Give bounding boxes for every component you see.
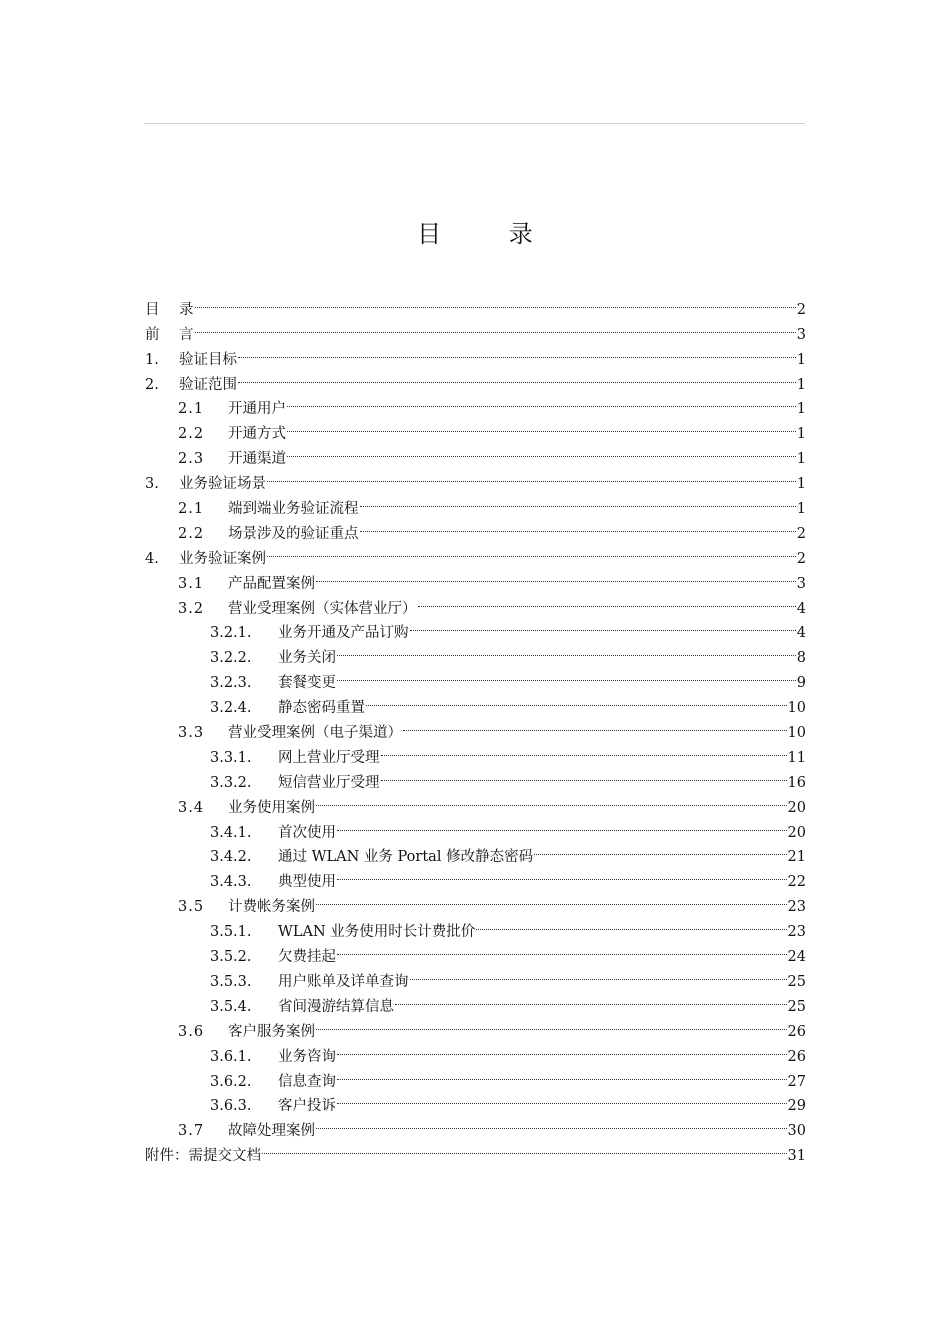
- toc-entry-page: 31: [787, 1148, 806, 1165]
- toc-entry-number: 3.6.3.: [210, 1098, 252, 1115]
- toc-entry-number: 3.3.1.: [210, 749, 252, 766]
- toc-leader-dots: [316, 1011, 787, 1036]
- toc-entry-page: 11: [787, 749, 806, 766]
- toc-entry-label: 产品配置案例: [228, 575, 315, 592]
- toc-entry-number: 2.: [145, 376, 159, 393]
- toc-entry-page: 4: [796, 600, 806, 617]
- toc-entry-label: 静态密码重置: [278, 700, 365, 717]
- toc-entry-page: 10: [787, 725, 806, 742]
- toc-entry-label: 业务关闭: [278, 650, 336, 667]
- toc-entry-number: 4.: [145, 550, 159, 567]
- toc-entry-label: 通过 WLAN 业务 Portal 修改静态密码: [278, 849, 534, 866]
- toc-entry-number: 3.6: [178, 1023, 205, 1040]
- toc-entry[interactable]: [145, 339, 806, 368]
- toc-entry-number: 2.1: [178, 501, 205, 518]
- toc-leader-dots: [410, 613, 796, 638]
- toc-entry-number: 3.2.1.: [210, 625, 252, 642]
- toc-leader-dots: [337, 936, 787, 961]
- toc-entry-label: 故障处理案例: [228, 1123, 315, 1140]
- toc-entry-label: WLAN 业务使用时长计费批价: [278, 924, 476, 941]
- page-title: 目 录: [417, 220, 563, 249]
- toc-entry-label: 营业受理案例（电子渠道）: [228, 725, 402, 742]
- toc-entry-page: 25: [787, 998, 806, 1015]
- toc-leader-dots: [476, 911, 786, 936]
- toc-entry-page: 20: [787, 799, 806, 816]
- toc-entry-label: 言: [179, 326, 194, 343]
- toc-entry-label: 首次使用: [278, 824, 336, 841]
- toc-entry-label: 验证目标: [179, 351, 237, 368]
- toc-entry-page: 23: [787, 924, 806, 941]
- toc-entry-label: 短信营业厅受理: [278, 774, 380, 791]
- toc-entry-label: 套餐变更: [278, 675, 336, 692]
- toc-entry-label: 录: [179, 301, 194, 318]
- toc-entry-page: 1: [796, 351, 806, 368]
- toc-entry-label: 业务验证案例: [179, 550, 266, 567]
- toc-leader-dots: [410, 961, 787, 986]
- toc-entry-page: 8: [796, 650, 806, 667]
- toc-entry-page: 2: [796, 550, 806, 567]
- toc-entry-label: 验证范围: [179, 376, 237, 393]
- toc-entry-label: 开通渠道: [228, 451, 286, 468]
- toc-entry-number: 3.1: [178, 575, 205, 592]
- toc-entry-page: 1: [796, 501, 806, 518]
- toc-entry-label: 客户服务案例: [228, 1023, 315, 1040]
- toc-entry-label: 开通用户: [228, 401, 286, 418]
- toc-entry-page: 16: [787, 774, 806, 791]
- toc-leader-dots: [287, 413, 796, 438]
- toc-entry-number: 2.3: [178, 451, 205, 468]
- toc-leader-dots: [403, 712, 787, 737]
- toc-entry-number: 3.4: [178, 799, 205, 816]
- toc-entry-page: 1: [796, 426, 806, 443]
- toc-entry-label: 附件：需提交文档: [145, 1148, 261, 1165]
- toc-entry-page: 26: [787, 1023, 806, 1040]
- toc-entry-page: 1: [796, 376, 806, 393]
- toc-entry-number: 3.4.3.: [210, 874, 252, 891]
- toc-entry-number: 3.4.1.: [210, 824, 252, 841]
- toc-entry-label: 业务开通及产品订购: [278, 625, 409, 642]
- toc-leader-dots: [195, 314, 796, 339]
- toc-entry-label: 营业受理案例（实体营业厅）: [228, 600, 417, 617]
- toc-entry-label: 省间漫游结算信息: [278, 998, 394, 1015]
- toc-entry-page: 10: [787, 700, 806, 717]
- toc-entry-number: 3.2.2.: [210, 650, 252, 667]
- toc-leader-dots: [337, 1086, 787, 1111]
- toc-entry-page: 1: [796, 476, 806, 493]
- toc-leader-dots: [287, 438, 796, 463]
- toc-entry-label: 客户投诉: [278, 1098, 336, 1115]
- toc-entry-number: 3.5.4.: [210, 998, 252, 1015]
- table-of-contents: [145, 289, 806, 1165]
- toc-entry-label: 业务咨询: [278, 1048, 336, 1065]
- toc-entry-page: 24: [787, 949, 806, 966]
- toc-entry-page: 3: [796, 326, 806, 343]
- toc-leader-dots: [337, 812, 787, 837]
- toc-leader-dots: [262, 1135, 787, 1160]
- toc-entry-page: 20: [787, 824, 806, 841]
- toc-leader-dots: [287, 389, 796, 414]
- toc-leader-dots: [316, 563, 796, 588]
- toc-leader-dots: [267, 538, 796, 563]
- toc-entry[interactable]: [145, 314, 806, 343]
- toc-entry-number: 3.6.2.: [210, 1073, 252, 1090]
- toc-entry-number: 2.2: [178, 525, 205, 542]
- toc-entry-page: 1: [796, 451, 806, 468]
- toc-leader-dots: [534, 837, 786, 862]
- toc-entry-number: 3.4.2.: [210, 849, 252, 866]
- toc-entry-number: 3.7: [178, 1123, 205, 1140]
- toc-entry-label: 典型使用: [278, 874, 336, 891]
- toc-entry-number: 3.3: [178, 725, 205, 742]
- toc-entry-number: 3.3.2.: [210, 774, 252, 791]
- toc-leader-dots: [360, 488, 796, 513]
- toc-leader-dots: [366, 687, 787, 712]
- toc-entry-page: 30: [787, 1123, 806, 1140]
- toc-entry-page: 26: [787, 1048, 806, 1065]
- toc-entry-number: 3.5: [178, 899, 205, 916]
- toc-entry[interactable]: [145, 389, 806, 418]
- toc-entry-number: 3.2: [178, 600, 205, 617]
- toc-leader-dots: [316, 787, 787, 812]
- toc-leader-dots: [360, 513, 796, 538]
- toc-entry-number: 目: [145, 301, 160, 318]
- toc-entry-page: 2: [796, 301, 806, 318]
- toc-entry-page: 21: [787, 849, 806, 866]
- toc-entry-number: 3.5.3.: [210, 973, 252, 990]
- toc-entry-number: 3.: [145, 476, 159, 493]
- toc-leader-dots: [337, 662, 796, 687]
- toc-leader-dots: [337, 1036, 787, 1061]
- toc-entry-number: 2.2: [178, 426, 205, 443]
- toc-entry-page: 2: [796, 525, 806, 542]
- toc-entry-number: 前: [145, 326, 160, 343]
- toc-leader-dots: [238, 364, 796, 389]
- toc-leader-dots: [418, 588, 796, 613]
- toc-leader-dots: [381, 762, 787, 787]
- toc-entry-label: 欠费挂起: [278, 949, 336, 966]
- toc-entry-page: 4: [796, 625, 806, 642]
- toc-entry-page: 9: [796, 675, 806, 692]
- toc-entry[interactable]: [145, 364, 806, 393]
- toc-leader-dots: [195, 289, 796, 314]
- toc-entry-number: 3.5.2.: [210, 949, 252, 966]
- toc-leader-dots: [316, 1110, 787, 1135]
- toc-entry-label: 信息查询: [278, 1073, 336, 1090]
- toc-entry-number: 2.1: [178, 401, 205, 418]
- toc-entry-page: 22: [787, 874, 806, 891]
- toc-leader-dots: [316, 886, 787, 911]
- toc-entry-number: 3.6.1.: [210, 1048, 252, 1065]
- toc-entry-number: 3.2.3.: [210, 675, 252, 692]
- toc-entry-page: 1: [796, 401, 806, 418]
- toc-leader-dots: [337, 637, 796, 662]
- toc-entry-page: 27: [787, 1073, 806, 1090]
- toc-entry-label: 场景涉及的验证重点: [228, 525, 359, 542]
- toc-entry-label: 业务验证场景: [179, 476, 266, 493]
- toc-entry-label: 网上营业厅受理: [278, 749, 380, 766]
- toc-entry-number: 3.2.4.: [210, 700, 252, 717]
- toc-entry-page: 25: [787, 973, 806, 990]
- toc-leader-dots: [381, 737, 787, 762]
- toc-entry-page: 3: [796, 575, 806, 592]
- toc-leader-dots: [238, 339, 796, 364]
- toc-entry-label: 开通方式: [228, 426, 286, 443]
- toc-entry-label: 计费帐务案例: [228, 899, 315, 916]
- toc-entry-label: 端到端业务验证流程: [228, 501, 359, 518]
- toc-leader-dots: [267, 463, 796, 488]
- toc-entry-page: 29: [787, 1098, 806, 1115]
- toc-leader-dots: [337, 861, 787, 886]
- toc-entry-page: 23: [787, 899, 806, 916]
- toc-entry-label: 用户账单及详单查询: [278, 973, 409, 990]
- toc-leader-dots: [395, 986, 787, 1011]
- toc-entry-label: 业务使用案例: [228, 799, 315, 816]
- toc-entry[interactable]: [145, 289, 806, 318]
- header-rule: [144, 123, 805, 124]
- toc-entry-number: 1.: [145, 351, 159, 368]
- toc-entry-number: 3.5.1.: [210, 924, 252, 941]
- toc-leader-dots: [337, 1061, 787, 1086]
